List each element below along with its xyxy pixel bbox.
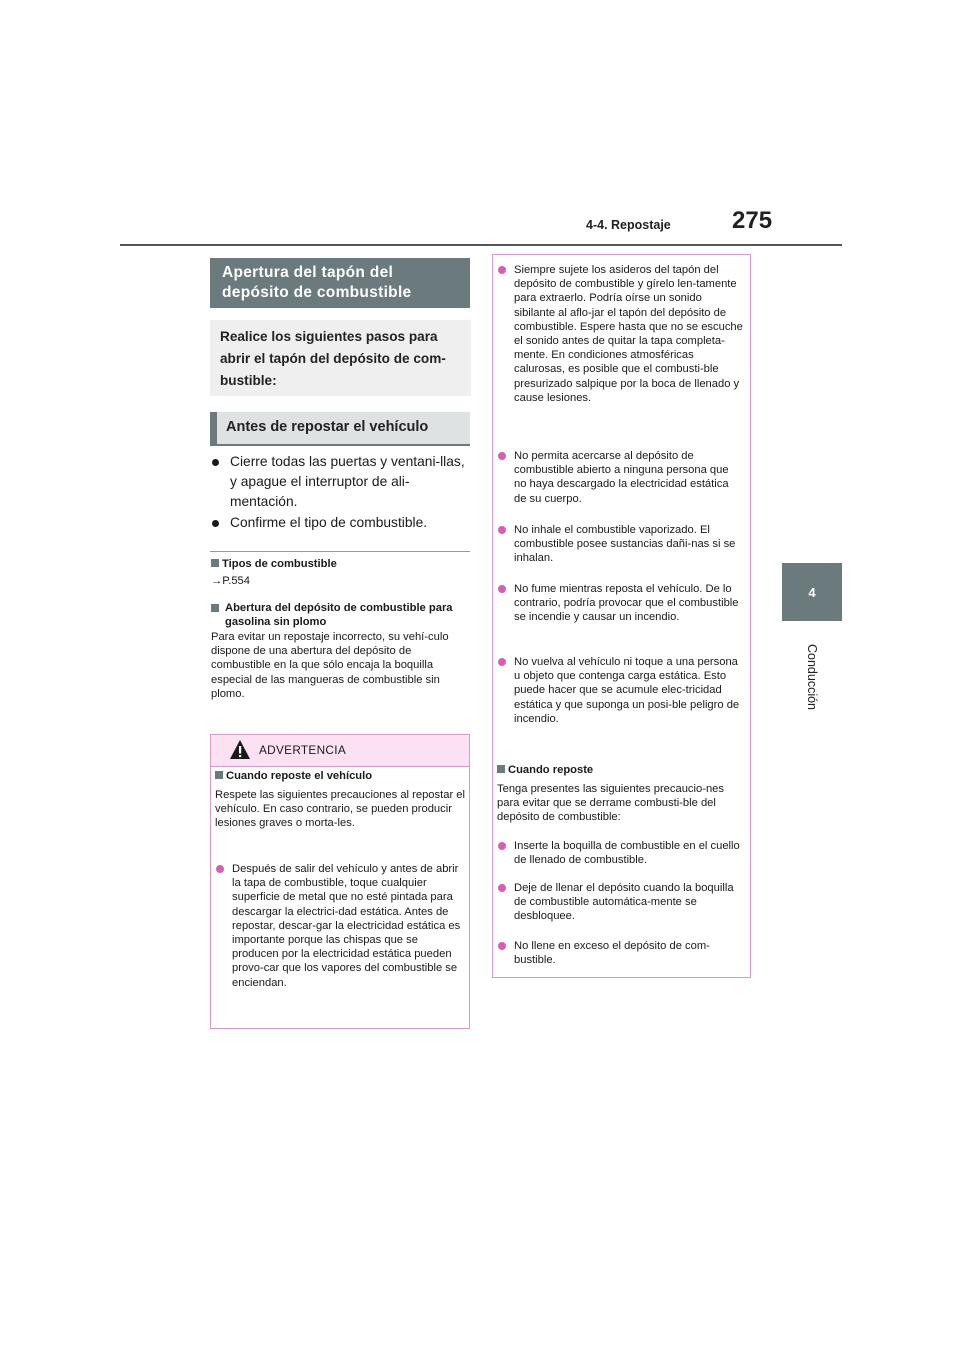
chapter-label: Conducción (805, 643, 819, 711)
divider (210, 551, 470, 552)
warning-header (211, 735, 469, 767)
sub-heading: Antes de repostar el vehículo (210, 412, 470, 446)
refuel-heading: Cuando reposte (497, 763, 747, 777)
square-bullet-icon (215, 771, 223, 779)
pink-bullet-icon (216, 865, 224, 873)
refuel-item: Inserte la boquilla de combustible en el cuello de llenado de combustible. (498, 839, 744, 867)
warning-title: ADVERTENCIA (259, 743, 346, 757)
opening-heading: Abertura del depósito de combustible para gasolina sin plomo (211, 601, 466, 629)
warning-continuation-box (492, 254, 751, 978)
bullet-dot (212, 459, 219, 466)
warning-item: Siempre sujete los asideros del tapón del depósito de combustible y gírelo len-tamente para extraerlo. Podría oírse un sonido sibilante al aflo-jar el tapón del depósito de combustible. Espere hasta que no se escuche el sonido antes de quitar la tapa completa-mente. En condiciones atmosféricas calurosas, es posible que el combusti-ble presurizado salpique por la boca de llenado y cause lesiones. (498, 263, 744, 405)
pink-bullet-icon (498, 942, 506, 950)
warning-item: Después de salir del vehículo y antes de abrir la tapa de combustible, toque cualquier superficie de metal que no esté pintada para descargar la electrici-dad estática. Antes de repostar, descar-gar la electricidad estática es importante porque las chispas que se producen por la electricidad estática pueden provo-car que los vapores del combustible se enciendan. (216, 862, 464, 990)
warning-triangle-icon (229, 739, 251, 761)
square-bullet-icon (211, 559, 219, 567)
page-reference-link[interactable]: →P.554 (211, 575, 250, 587)
pink-bullet-icon (498, 526, 506, 534)
page-number: 275 (732, 207, 773, 234)
chapter-number: 4 (808, 584, 816, 600)
square-bullet-icon (497, 765, 505, 773)
main-heading: Apertura del tapón del depósito de combustible (210, 258, 470, 308)
pink-bullet-icon (498, 658, 506, 666)
bullet-item: Confirme el tipo de combustible. (212, 513, 472, 533)
pink-bullet-icon (498, 842, 506, 850)
section-title: 4-4. Repostaje (586, 218, 671, 232)
fuel-types-heading: Tipos de combustible (211, 557, 471, 571)
warning-item: No vuelva al vehículo ni toque a una persona u objeto que contenga carga estática. Esto puede hacer que se acumule elec-tricidad estática y que suponga un posi-ble peligro de incendio. (498, 655, 744, 726)
refuel-item: No llene en exceso el depósito de com-bustible. (498, 939, 744, 967)
pink-bullet-icon (498, 585, 506, 593)
refuel-text: Tenga presentes las siguientes precaucio-nes para evitar que se derrame combusti-ble del depósito de combustible: (497, 783, 724, 824)
warning-item: No permita acercarse al depósito de combustible abierto a ninguna persona que no haya descargado la electricidad estática de su cuerpo. (498, 449, 744, 506)
pink-bullet-icon (498, 452, 506, 460)
warning-subtitle: Cuando reposte el vehículo (215, 769, 465, 783)
warning-text: Respete las siguientes precauciones al repostar el vehículo. En caso contrario, se pueden producir lesiones graves o morta-les. (215, 789, 465, 830)
refuel-item: Deje de llenar el depósito cuando la boquilla de combustible automática-mente se desbloquee. (498, 881, 744, 924)
bullet-item: Cierre todas las puertas y ventani-llas, y apague el interruptor de ali-mentación. (212, 452, 472, 512)
pink-bullet-icon (498, 884, 506, 892)
bullet-dot (212, 520, 219, 527)
warning-item: No inhale el combustible vaporizado. El combustible posee sustancias dañi-nas si se inhalan. (498, 523, 744, 566)
warning-item: No fume mientras reposta el vehículo. De lo contrario, podría provocar que el combustible se incendie y causar un incendio. (498, 582, 744, 625)
warning-box (210, 734, 470, 1029)
chapter-tab[interactable] (782, 563, 842, 621)
header-rule (120, 244, 842, 246)
square-bullet-icon (211, 604, 219, 612)
pink-bullet-icon (498, 266, 506, 274)
opening-text: Para evitar un repostaje incorrecto, su vehí-culo dispone de una abertura del depósito de combustible en la que sólo encaja la boquilla especial de las mangueras de combustible sin plomo. (211, 631, 449, 700)
intro-box: Realice los siguientes pasos para abrir el tapón del depósito de com-bustible: (210, 320, 471, 396)
